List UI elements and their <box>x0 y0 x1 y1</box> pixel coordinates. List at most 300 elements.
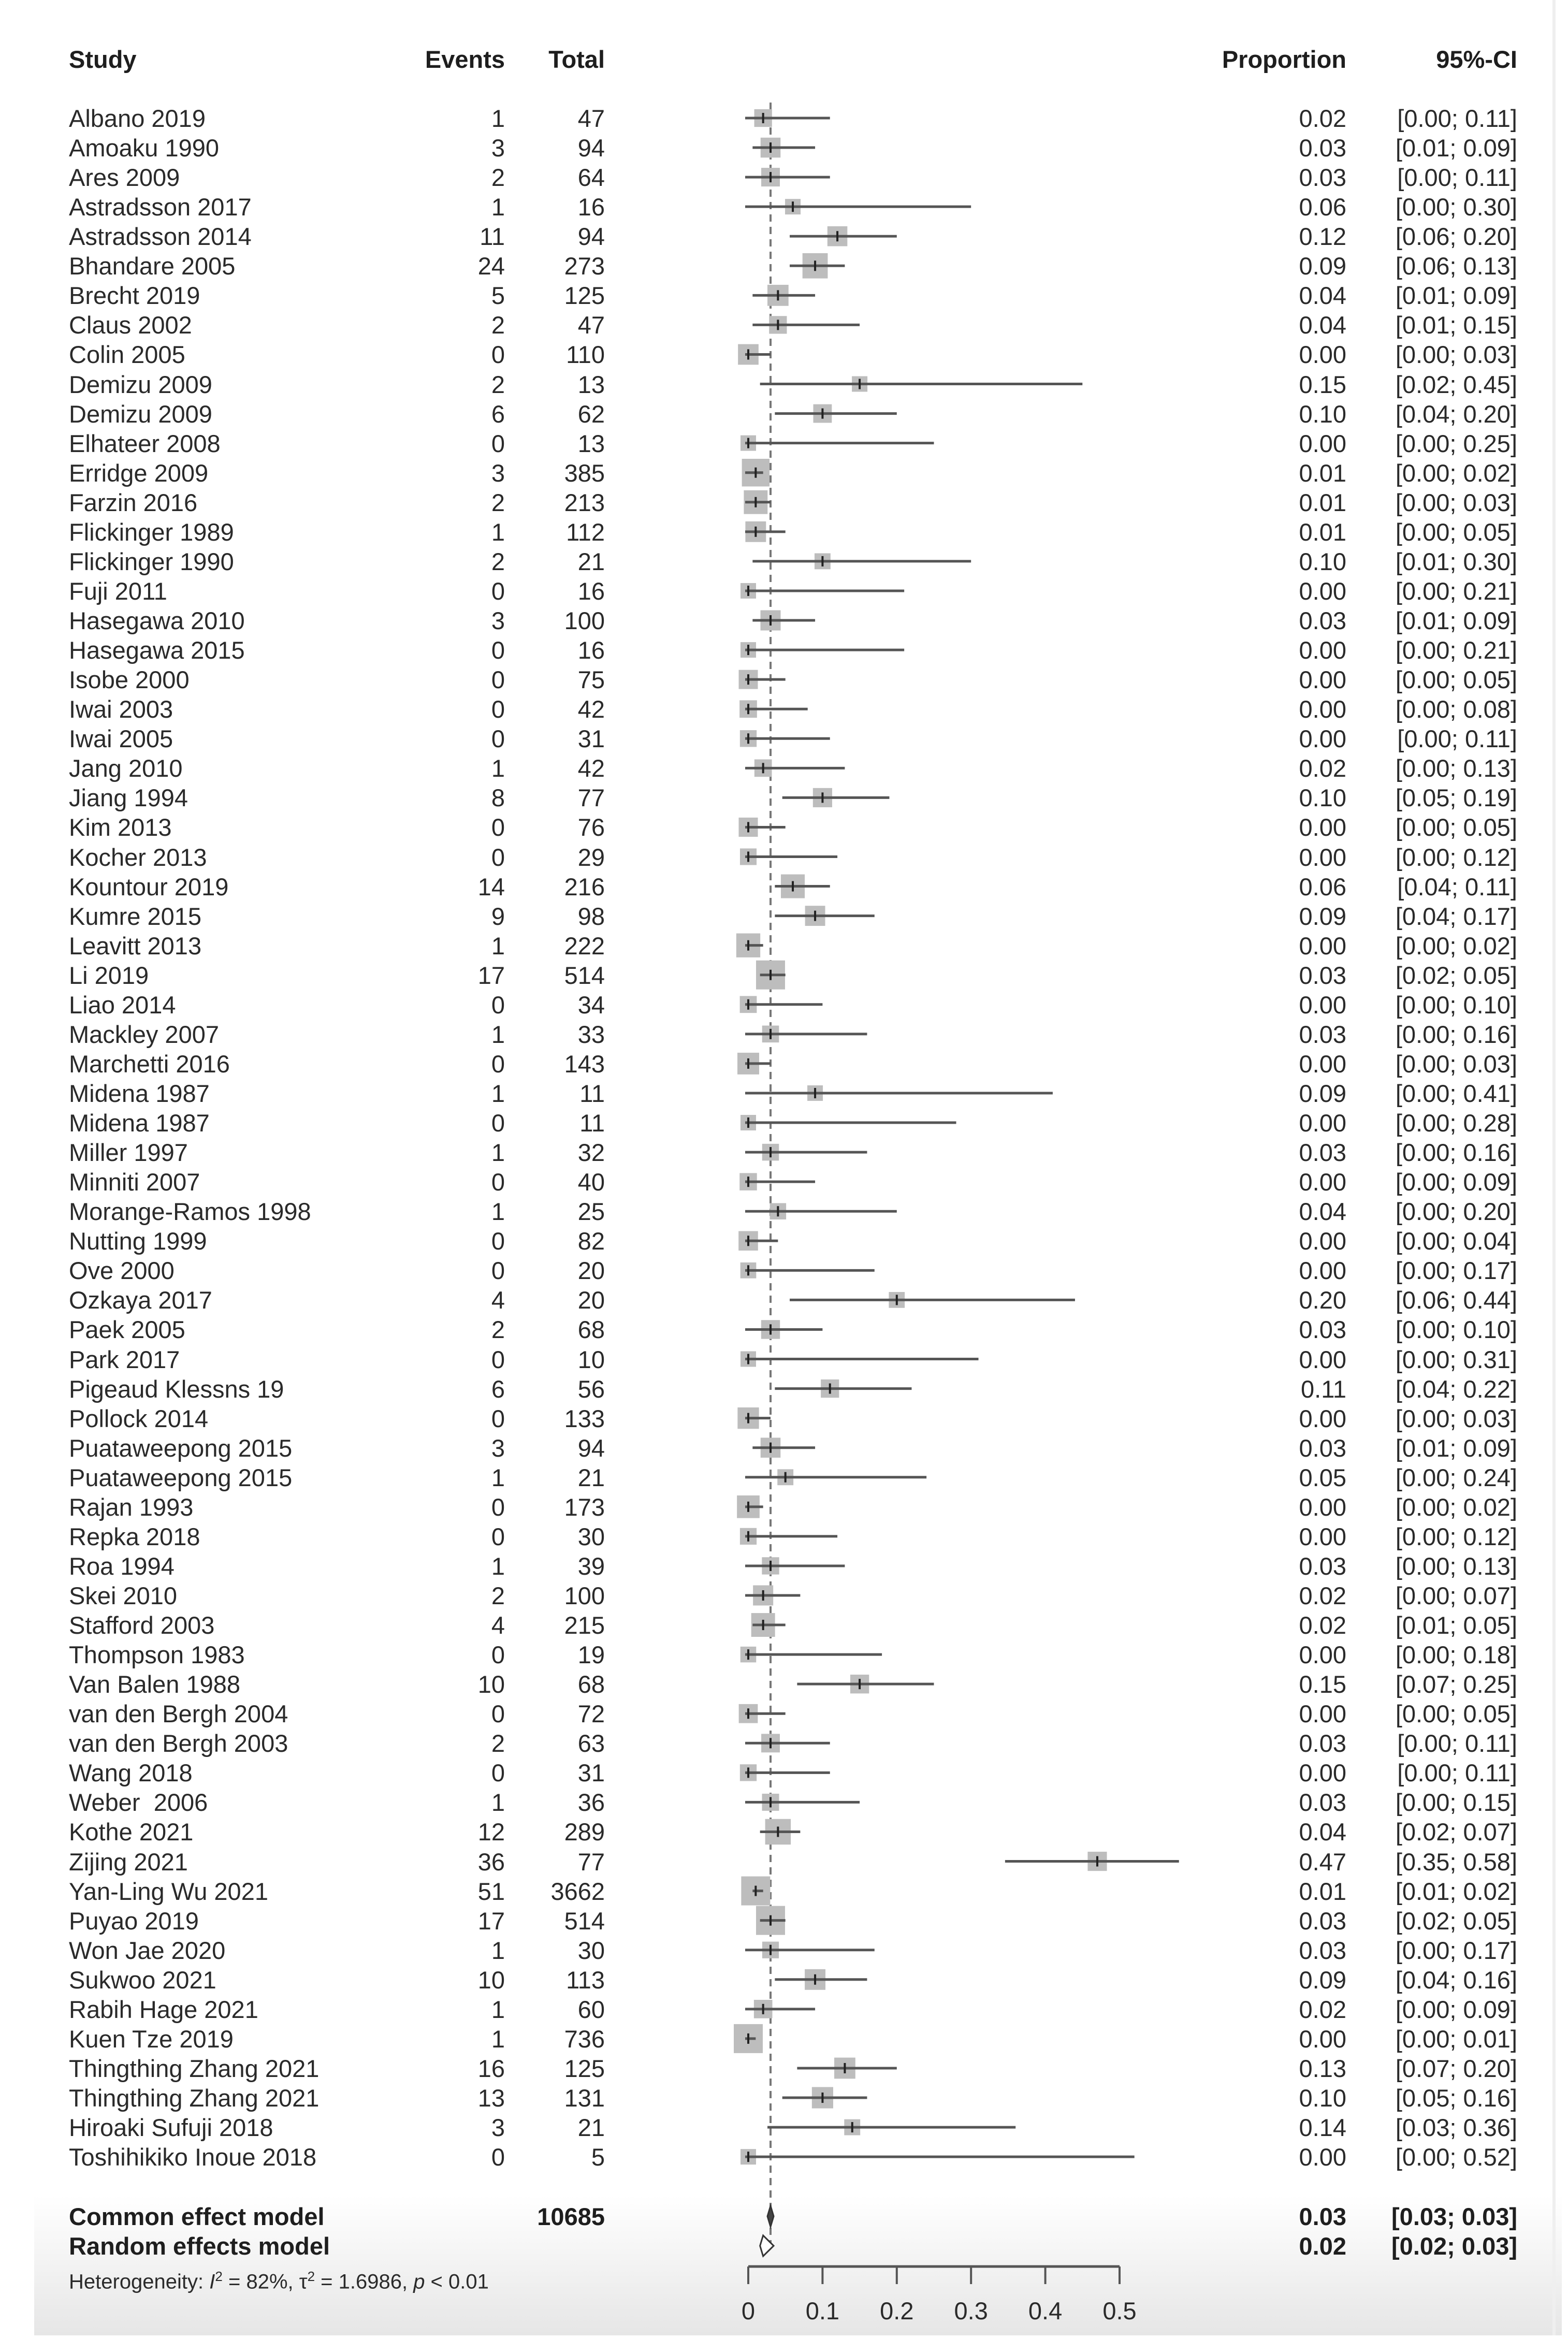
x-tick-label: 0.3 <box>954 2297 988 2325</box>
study-proportion: 0.00 <box>1299 577 1346 605</box>
x-tick-label: 0.4 <box>1028 2297 1063 2325</box>
study-proportion: 0.20 <box>1299 1286 1346 1314</box>
study-events: 1 <box>491 754 505 782</box>
study-name: Jang 2010 <box>69 754 183 782</box>
study-events: 12 <box>477 1818 505 1846</box>
study-name: Farzin 2016 <box>69 488 198 516</box>
study-proportion: 0.01 <box>1299 488 1346 516</box>
study-name: Amoaku 1990 <box>69 134 220 162</box>
study-name: Kumre 2015 <box>69 902 202 930</box>
study-total: 20 <box>577 1257 605 1285</box>
study-name: Flickinger 1989 <box>69 518 234 546</box>
study-ci: [0.04; 0.20] <box>1395 400 1517 428</box>
study-ci: [0.01; 0.09] <box>1395 607 1517 635</box>
study-ci: [0.00; 0.02] <box>1395 459 1517 487</box>
study-total: 16 <box>577 636 605 664</box>
common-model-total: 10685 <box>537 2203 605 2230</box>
study-events: 0 <box>491 666 505 694</box>
study-events: 3 <box>491 607 505 635</box>
study-ci: [0.02; 0.05] <box>1395 1907 1517 1935</box>
study-proportion: 0.03 <box>1299 1139 1346 1167</box>
x-tick-label: 0.2 <box>880 2297 914 2325</box>
study-ci: [0.02; 0.45] <box>1395 370 1517 398</box>
study-name: Roa 1994 <box>69 1552 175 1580</box>
study-proportion: 0.03 <box>1299 961 1346 989</box>
study-ci: [0.00; 0.05] <box>1395 666 1517 694</box>
study-name: Erridge 2009 <box>69 459 209 487</box>
study-total: 63 <box>577 1730 605 1757</box>
study-total: 131 <box>564 2084 605 2112</box>
study-ci: [0.01; 0.09] <box>1395 282 1517 310</box>
study-name: Albano 2019 <box>69 105 206 132</box>
study-ci: [0.00; 0.31] <box>1395 1345 1517 1373</box>
study-events: 0 <box>491 2143 505 2171</box>
study-proportion: 0.00 <box>1299 429 1346 457</box>
study-total: 39 <box>577 1552 605 1580</box>
study-ci: [0.06; 0.20] <box>1395 223 1517 251</box>
study-proportion: 0.00 <box>1299 1404 1346 1432</box>
study-proportion: 0.00 <box>1299 1493 1346 1521</box>
random-model-proportion: 0.02 <box>1299 2232 1346 2260</box>
study-events: 1 <box>491 932 505 960</box>
x-tick-label: 0.1 <box>805 2297 840 2325</box>
study-name: Pollock 2014 <box>69 1404 209 1432</box>
study-proportion: 0.09 <box>1299 902 1346 930</box>
study-total: 514 <box>564 1907 605 1935</box>
study-proportion: 0.00 <box>1299 1050 1346 1078</box>
study-events: 0 <box>491 725 505 753</box>
study-total: 143 <box>564 1050 605 1078</box>
study-total: 16 <box>577 577 605 605</box>
study-events: 1 <box>491 193 505 221</box>
study-total: 5 <box>591 2143 605 2171</box>
study-total: 216 <box>564 873 605 900</box>
common-effect-diamond <box>767 2206 774 2227</box>
study-proportion: 0.00 <box>1299 695 1346 723</box>
tau-superscript: 2 <box>307 2269 315 2284</box>
study-events: 3 <box>491 1434 505 1462</box>
study-name: Rajan 1993 <box>69 1493 194 1521</box>
study-proportion: 0.00 <box>1299 1641 1346 1669</box>
study-proportion: 0.03 <box>1299 1434 1346 1462</box>
study-proportion: 0.03 <box>1299 1552 1346 1580</box>
study-total: 68 <box>577 1316 605 1344</box>
study-ci: [0.00; 0.20] <box>1395 1198 1517 1226</box>
random-effects-diamond <box>760 2235 774 2256</box>
study-name: Astradsson 2017 <box>69 193 252 221</box>
study-ci: [0.00; 0.21] <box>1395 636 1517 664</box>
study-name: Midena 1987 <box>69 1079 210 1107</box>
study-total: 133 <box>564 1404 605 1432</box>
study-proportion: 0.10 <box>1299 2084 1346 2112</box>
study-events: 0 <box>491 813 505 841</box>
study-proportion: 0.00 <box>1299 813 1346 841</box>
study-ci: [0.00; 0.11] <box>1397 1730 1517 1757</box>
study-ci: [0.06; 0.44] <box>1395 1286 1517 1314</box>
study-ci: [0.04; 0.16] <box>1395 1966 1517 1994</box>
study-proportion: 0.00 <box>1299 341 1346 369</box>
study-total: 42 <box>577 754 605 782</box>
study-ci: [0.00; 0.03] <box>1395 1050 1517 1078</box>
study-proportion: 0.00 <box>1299 932 1346 960</box>
study-name: Midena 1987 <box>69 1109 210 1137</box>
study-total: 98 <box>577 902 605 930</box>
study-proportion: 0.00 <box>1299 725 1346 753</box>
study-ci: [0.04; 0.22] <box>1395 1375 1517 1403</box>
study-events: 1 <box>491 1020 505 1048</box>
study-total: 34 <box>577 991 605 1019</box>
study-proportion: 0.00 <box>1299 2025 1346 2053</box>
study-events: 24 <box>477 252 505 280</box>
study-proportion: 0.03 <box>1299 607 1346 635</box>
study-ci: [0.01; 0.02] <box>1395 1877 1517 1905</box>
study-ci: [0.00; 0.05] <box>1395 813 1517 841</box>
study-ci: [0.07; 0.20] <box>1395 2054 1517 2082</box>
study-proportion: 0.15 <box>1299 1670 1346 1698</box>
study-name: Hasegawa 2010 <box>69 607 245 635</box>
study-proportion: 0.02 <box>1299 1582 1346 1609</box>
study-name: Liao 2014 <box>69 991 176 1019</box>
study-ci: [0.00; 0.16] <box>1395 1139 1517 1167</box>
study-proportion: 0.15 <box>1299 370 1346 398</box>
study-proportion: 0.00 <box>1299 2143 1346 2171</box>
study-events: 11 <box>480 223 505 251</box>
study-total: 21 <box>577 1463 605 1491</box>
study-events: 3 <box>491 134 505 162</box>
study-total: 62 <box>577 400 605 428</box>
study-events: 0 <box>491 429 505 457</box>
study-proportion: 0.10 <box>1299 547 1346 575</box>
study-proportion: 0.00 <box>1299 991 1346 1019</box>
study-events: 14 <box>477 873 505 900</box>
study-events: 0 <box>491 1404 505 1432</box>
header-events: Events <box>425 46 505 73</box>
study-name: van den Bergh 2004 <box>69 1700 288 1728</box>
study-ci: [0.00; 0.12] <box>1395 1522 1517 1550</box>
study-ci: [0.00; 0.11] <box>1397 105 1517 132</box>
study-ci: [0.05; 0.16] <box>1395 2084 1517 2112</box>
study-events: 4 <box>491 1611 505 1639</box>
header-proportion: Proportion <box>1222 46 1346 73</box>
study-ci: [0.00; 0.10] <box>1395 991 1517 1019</box>
study-events: 10 <box>477 1670 505 1698</box>
study-name: Isobe 2000 <box>69 666 190 694</box>
study-ci: [0.00; 0.08] <box>1395 695 1517 723</box>
study-ci: [0.00; 0.28] <box>1395 1109 1517 1137</box>
random-model-ci: [0.02; 0.03] <box>1391 2232 1517 2260</box>
study-proportion: 0.09 <box>1299 1966 1346 1994</box>
study-proportion: 0.06 <box>1299 873 1346 900</box>
study-total: 32 <box>577 1139 605 1167</box>
study-events: 0 <box>491 991 505 1019</box>
study-name: Iwai 2005 <box>69 725 173 753</box>
study-name: Thompson 1983 <box>69 1641 245 1669</box>
study-name: Kocher 2013 <box>69 843 207 871</box>
study-proportion: 0.10 <box>1299 784 1346 812</box>
study-proportion: 0.00 <box>1299 1345 1346 1373</box>
study-total: 736 <box>564 2025 605 2053</box>
study-total: 222 <box>564 932 605 960</box>
study-ci: [0.00; 0.21] <box>1395 577 1517 605</box>
study-total: 94 <box>577 223 605 251</box>
study-events: 9 <box>491 902 505 930</box>
study-events: 36 <box>477 1848 505 1876</box>
study-name: Kuen Tze 2019 <box>69 2025 234 2053</box>
study-proportion: 0.02 <box>1299 1611 1346 1639</box>
study-proportion: 0.47 <box>1299 1848 1346 1876</box>
study-ci: [0.04; 0.17] <box>1395 902 1517 930</box>
study-events: 0 <box>491 1522 505 1550</box>
study-name: Repka 2018 <box>69 1522 200 1550</box>
study-total: 3662 <box>550 1877 605 1905</box>
study-events: 2 <box>491 1730 505 1757</box>
study-name: Demizu 2009 <box>69 400 212 428</box>
study-total: 31 <box>577 725 605 753</box>
study-events: 0 <box>491 695 505 723</box>
study-total: 11 <box>579 1109 605 1137</box>
study-name: Park 2017 <box>69 1345 180 1373</box>
study-events: 0 <box>491 1257 505 1285</box>
i2-value: = 82%, <box>222 2270 299 2293</box>
study-total: 16 <box>577 193 605 221</box>
study-proportion: 0.00 <box>1299 1522 1346 1550</box>
study-events: 1 <box>491 518 505 546</box>
study-name: Kountour 2019 <box>69 873 229 900</box>
study-proportion: 0.00 <box>1299 636 1346 664</box>
study-ci: [0.00; 0.13] <box>1395 1552 1517 1580</box>
study-events: 51 <box>477 1877 505 1905</box>
study-ci: [0.00; 0.01] <box>1395 2025 1517 2053</box>
study-name: Kim 2013 <box>69 813 172 841</box>
study-total: 31 <box>577 1759 605 1787</box>
x-tick-label: 0 <box>741 2297 756 2325</box>
study-total: 21 <box>577 2114 605 2142</box>
common-model-label: Common effect model <box>69 2203 325 2230</box>
study-total: 110 <box>566 341 605 369</box>
study-ci: [0.00; 0.25] <box>1395 429 1517 457</box>
study-name: van den Bergh 2003 <box>69 1730 288 1757</box>
study-proportion: 0.04 <box>1299 1198 1346 1226</box>
study-ci: [0.00; 0.30] <box>1395 193 1517 221</box>
study-total: 11 <box>579 1079 605 1107</box>
study-events: 16 <box>477 2054 505 2082</box>
study-ci: [0.00; 0.11] <box>1397 725 1517 753</box>
study-name: Ares 2009 <box>69 164 180 192</box>
study-events: 2 <box>491 164 505 192</box>
study-proportion: 0.01 <box>1299 518 1346 546</box>
study-events: 0 <box>491 1168 505 1196</box>
study-total: 100 <box>564 607 605 635</box>
study-events: 2 <box>491 311 505 339</box>
study-total: 47 <box>577 311 605 339</box>
study-name: Flickinger 1990 <box>69 547 234 575</box>
study-total: 173 <box>564 1493 605 1521</box>
study-ci: [0.00; 0.12] <box>1395 843 1517 871</box>
study-ci: [0.01; 0.09] <box>1395 1434 1517 1462</box>
study-name: Miller 1997 <box>69 1139 188 1167</box>
study-name: Ozkaya 2017 <box>69 1286 212 1314</box>
study-proportion: 0.00 <box>1299 666 1346 694</box>
header-total: Total <box>548 46 605 73</box>
study-ci: [0.05; 0.19] <box>1395 784 1517 812</box>
study-name: Wang 2018 <box>69 1759 193 1787</box>
study-proportion: 0.03 <box>1299 1789 1346 1817</box>
study-events: 3 <box>491 2114 505 2142</box>
study-total: 94 <box>577 1434 605 1462</box>
study-events: 1 <box>491 105 505 132</box>
study-proportion: 0.00 <box>1299 1700 1346 1728</box>
tau2-value: = 1.6986, <box>315 2270 414 2293</box>
study-events: 3 <box>491 459 505 487</box>
i2-symbol: I <box>209 2270 215 2293</box>
study-name: Jiang 1994 <box>69 784 188 812</box>
study-ci: [0.00; 0.17] <box>1395 1257 1517 1285</box>
study-name: Hasegawa 2015 <box>69 636 245 664</box>
study-name: Sukwoo 2021 <box>69 1966 216 1994</box>
study-ci: [0.00; 0.15] <box>1395 1789 1517 1817</box>
study-ci: [0.01; 0.15] <box>1395 311 1517 339</box>
study-name: Paek 2005 <box>69 1316 185 1344</box>
study-total: 56 <box>577 1375 605 1403</box>
study-ci: [0.00; 0.03] <box>1395 341 1517 369</box>
study-total: 47 <box>577 105 605 132</box>
study-name: Pigeaud Klessns 19 <box>69 1375 284 1403</box>
study-total: 13 <box>577 370 605 398</box>
study-name: Leavitt 2013 <box>69 932 202 960</box>
study-proportion: 0.03 <box>1299 1936 1346 1964</box>
study-ci: [0.00; 0.11] <box>1397 164 1517 192</box>
study-ci: [0.04; 0.11] <box>1397 873 1517 900</box>
study-total: 112 <box>566 518 605 546</box>
study-proportion: 0.11 <box>1301 1375 1346 1403</box>
i2-superscript: 2 <box>215 2269 223 2284</box>
study-name: Mackley 2007 <box>69 1020 219 1048</box>
study-events: 17 <box>477 961 505 989</box>
study-name: Claus 2002 <box>69 311 192 339</box>
study-total: 213 <box>564 488 605 516</box>
study-events: 2 <box>491 488 505 516</box>
study-events: 0 <box>491 341 505 369</box>
study-name: Fuji 2011 <box>69 577 167 605</box>
study-events: 0 <box>491 1109 505 1137</box>
study-proportion: 0.05 <box>1299 1463 1346 1491</box>
study-ci: [0.00; 0.17] <box>1395 1936 1517 1964</box>
study-proportion: 0.03 <box>1299 1020 1346 1048</box>
study-name: Demizu 2009 <box>69 370 212 398</box>
study-events: 1 <box>491 1936 505 1964</box>
study-events: 10 <box>477 1966 505 1994</box>
study-ci: [0.00; 0.16] <box>1395 1020 1517 1048</box>
study-events: 6 <box>491 1375 505 1403</box>
study-total: 33 <box>577 1020 605 1048</box>
study-ci: [0.00; 0.07] <box>1395 1582 1517 1609</box>
study-events: 2 <box>491 1582 505 1609</box>
study-name: Skei 2010 <box>69 1582 178 1609</box>
study-ci: [0.01; 0.30] <box>1395 547 1517 575</box>
study-proportion: 0.04 <box>1299 311 1346 339</box>
study-total: 72 <box>577 1700 605 1728</box>
study-proportion: 0.13 <box>1299 2054 1346 2082</box>
study-name: Morange-Ramos 1998 <box>69 1198 311 1226</box>
study-name: Ove 2000 <box>69 1257 175 1285</box>
study-events: 0 <box>491 1641 505 1669</box>
study-events: 1 <box>491 1079 505 1107</box>
study-total: 75 <box>577 666 605 694</box>
study-ci: [0.01; 0.05] <box>1395 1611 1517 1639</box>
study-events: 0 <box>491 577 505 605</box>
study-ci: [0.00; 0.02] <box>1395 932 1517 960</box>
study-proportion: 0.12 <box>1299 223 1346 251</box>
study-total: 77 <box>577 1848 605 1876</box>
study-name: Puyao 2019 <box>69 1907 199 1935</box>
study-name: Bhandare 2005 <box>69 252 236 280</box>
study-total: 68 <box>577 1670 605 1698</box>
study-total: 113 <box>566 1966 605 1994</box>
study-total: 10 <box>577 1345 605 1373</box>
x-tick-label: 0.5 <box>1102 2297 1137 2325</box>
study-total: 215 <box>564 1611 605 1639</box>
study-proportion: 0.09 <box>1299 1079 1346 1107</box>
study-name: Yan-Ling Wu 2021 <box>69 1877 268 1905</box>
study-events: 1 <box>491 1463 505 1491</box>
study-events: 0 <box>491 1050 505 1078</box>
study-ci: [0.00; 0.10] <box>1395 1316 1517 1344</box>
study-name: Hiroaki Sufuji 2018 <box>69 2114 273 2142</box>
study-total: 20 <box>577 1286 605 1314</box>
study-proportion: 0.10 <box>1299 400 1346 428</box>
study-ci: [0.02; 0.05] <box>1395 961 1517 989</box>
common-model-proportion: 0.03 <box>1299 2203 1346 2230</box>
study-proportion: 0.03 <box>1299 1730 1346 1757</box>
study-events: 1 <box>491 2025 505 2053</box>
study-proportion: 0.00 <box>1299 1227 1346 1255</box>
study-events: 4 <box>491 1286 505 1314</box>
study-total: 42 <box>577 695 605 723</box>
study-total: 514 <box>564 961 605 989</box>
study-name: Won Jae 2020 <box>69 1936 226 1964</box>
study-total: 82 <box>577 1227 605 1255</box>
study-total: 30 <box>577 1936 605 1964</box>
study-name: Puataweepong 2015 <box>69 1463 293 1491</box>
study-ci: [0.00; 0.13] <box>1395 754 1517 782</box>
study-total: 29 <box>577 843 605 871</box>
study-ci: [0.00; 0.18] <box>1395 1641 1517 1669</box>
study-ci: [0.00; 0.02] <box>1395 1493 1517 1521</box>
study-events: 0 <box>491 1345 505 1373</box>
tau-symbol: τ <box>299 2270 308 2293</box>
study-total: 19 <box>577 1641 605 1669</box>
study-total: 125 <box>564 2054 605 2082</box>
study-events: 8 <box>491 784 505 812</box>
study-events: 1 <box>491 1139 505 1167</box>
study-name: Iwai 2003 <box>69 695 173 723</box>
study-name: Stafford 2003 <box>69 1611 215 1639</box>
study-proportion: 0.09 <box>1299 252 1346 280</box>
study-total: 13 <box>577 429 605 457</box>
study-events: 0 <box>491 1700 505 1728</box>
study-proportion: 0.03 <box>1299 164 1346 192</box>
study-ci: [0.00; 0.41] <box>1395 1079 1517 1107</box>
study-events: 0 <box>491 843 505 871</box>
study-name: Colin 2005 <box>69 341 185 369</box>
study-proportion: 0.00 <box>1299 843 1346 871</box>
study-ci: [0.00; 0.24] <box>1395 1463 1517 1491</box>
study-name: Astradsson 2014 <box>69 223 252 251</box>
study-ci: [0.00; 0.09] <box>1395 1995 1517 2023</box>
study-total: 36 <box>577 1789 605 1817</box>
study-events: 5 <box>491 282 505 310</box>
study-total: 77 <box>577 784 605 812</box>
